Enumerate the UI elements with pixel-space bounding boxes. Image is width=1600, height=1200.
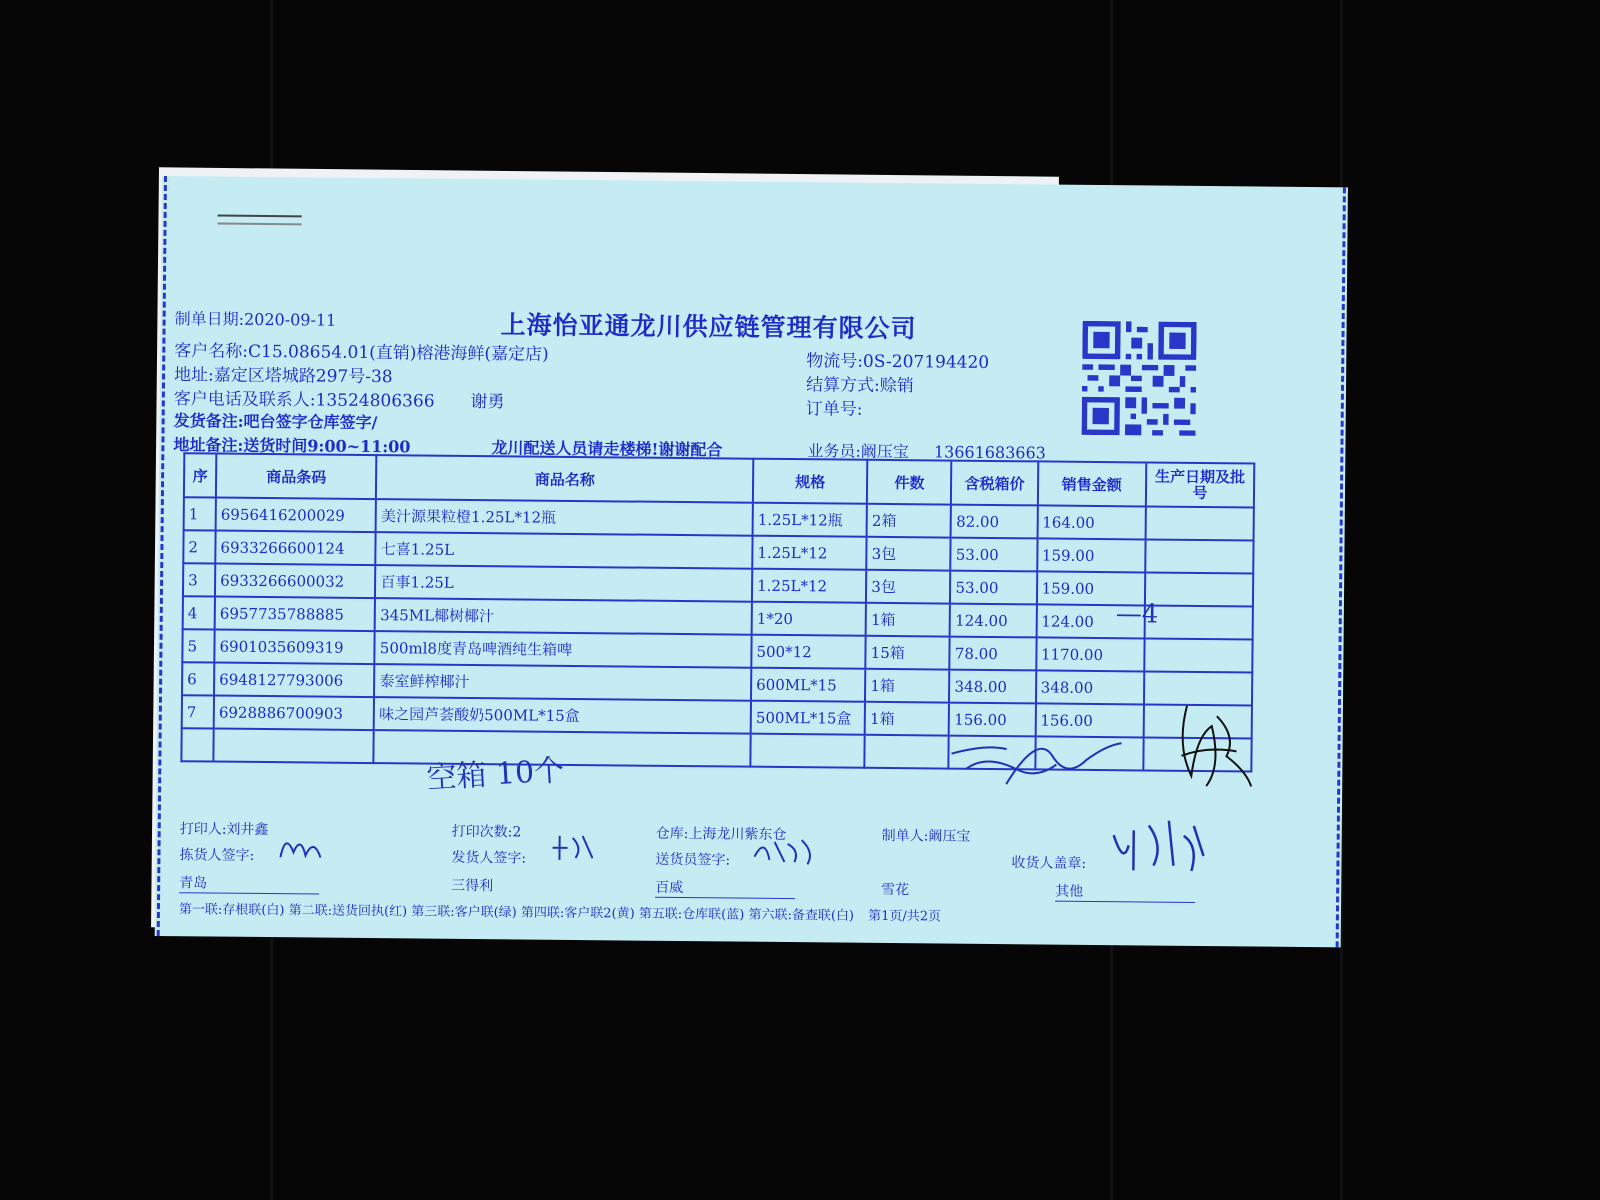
phone-label: 客户电话及联系人:: [173, 389, 316, 411]
brand-label: 其他: [1055, 881, 1195, 903]
maker-label: 制单人:: [881, 827, 929, 845]
table-cell: 味之园芦荟酸奶500ML*15盒: [374, 697, 751, 734]
column-header: 生产日期及批号: [1146, 462, 1255, 507]
address-value: 嘉定区塔城路297号-38: [213, 365, 393, 388]
table-cell: [865, 735, 949, 769]
logistics-label: 物流号:: [806, 351, 864, 372]
warehouse-value: 上海龙川紫东仓: [688, 826, 787, 844]
perforation-right: [1336, 187, 1346, 947]
handwritten-signature: [946, 724, 1147, 796]
date-line: [175, 306, 337, 331]
page-number: 第1页/共2页: [868, 908, 942, 925]
brand-label: 青岛: [179, 872, 319, 894]
table-cell: 1.25L*12: [752, 536, 867, 570]
date-label: 制单日期:: [174, 309, 245, 329]
brand-item: [655, 877, 795, 899]
table-cell: [1145, 539, 1254, 573]
table-cell: [181, 728, 213, 761]
printer-label: 打印人:: [179, 821, 227, 838]
brand-item: [1055, 881, 1195, 903]
table-cell: 4: [183, 596, 215, 629]
table-cell: 159.00: [1037, 538, 1145, 572]
print-count-value: 2: [512, 824, 522, 841]
customer-value: C15.08654.01(直销)榕港海鲜(嘉定店): [247, 341, 549, 365]
table-cell: 1.25L*12瓶: [753, 503, 868, 537]
picker-signature: [275, 827, 325, 863]
brand-item: [451, 875, 493, 895]
order-line: [806, 394, 863, 420]
handwritten-row4-mark: —4: [1115, 599, 1159, 630]
table-cell: 82.00: [951, 505, 1037, 539]
table-cell: 1*20: [752, 602, 867, 636]
picker-sign-label: 拣货人签字:: [179, 847, 255, 864]
table-cell: 2: [183, 530, 215, 563]
printer-value: 刘井鑫: [226, 821, 269, 839]
table-cell: 156.00: [1035, 703, 1143, 737]
contact-name: 谢勇: [470, 391, 505, 413]
table-cell: 1箱: [865, 702, 949, 736]
table-cell: 7: [182, 695, 214, 728]
maker-value: 阚压宝: [928, 828, 971, 845]
table-cell: 156.00: [949, 703, 1035, 737]
address-label: 地址:: [173, 365, 214, 386]
table-cell: 1.25L*12: [752, 569, 867, 603]
print-count-line: [452, 821, 522, 842]
copy-distribution: [179, 898, 941, 924]
print-count-label: 打印次数:: [451, 823, 513, 841]
salesman-value: 阚压宝: [860, 441, 909, 462]
table-cell: 500*12: [751, 635, 866, 669]
table-cell: 78.00: [950, 637, 1036, 671]
table-cell: 345ML椰树椰汁: [375, 598, 752, 635]
warehouse-label: 仓库:: [655, 825, 689, 843]
table-cell: 6901035609319: [214, 630, 375, 665]
table-cell: 6: [182, 662, 214, 695]
phone-value: 13524806366: [315, 390, 435, 412]
copy-list: 第一联:存根联(白) 第二联:送货回执(红) 第三联:客户联(绿) 第四联:客户联2(黄) 第五联:仓库联(蓝) 第六联:备查联(白): [178, 902, 855, 924]
table-cell: [1145, 506, 1254, 540]
address-line: [174, 360, 393, 387]
brand-label: 百威: [655, 877, 795, 899]
table-cell: 6933266600032: [215, 564, 376, 599]
courier-sign-label: 送货员签字:: [655, 851, 731, 869]
table-cell: [213, 729, 374, 764]
table-cell: 5: [182, 629, 214, 662]
table-cell: [1144, 638, 1253, 672]
table-cell: 164.00: [1037, 505, 1145, 539]
order-label: 订单号:: [805, 399, 863, 420]
brand-item: [881, 879, 909, 899]
table-cell: 1箱: [866, 603, 950, 637]
handwritten-empty-boxes: 空箱 10个: [425, 753, 566, 797]
salesman-label: 业务员:: [807, 441, 861, 461]
table-cell: [1144, 605, 1253, 639]
address-note-label: 地址备注:: [173, 435, 244, 455]
shipper-signature: [547, 828, 597, 864]
delivery-note: 龙川配送人员请走楼梯!谢谢配合: [491, 438, 723, 460]
delivery-receipt: [155, 176, 1348, 947]
table-cell: 53.00: [950, 571, 1036, 605]
table-cell: 124.00: [950, 604, 1036, 638]
receiver-seal-label: 收货人盖章:: [1011, 855, 1087, 872]
table-cell: 百事1.25L: [375, 565, 752, 602]
table-cell: 53.00: [951, 538, 1037, 572]
company-title: 上海怡亚通龙川供应链管理有限公司: [500, 310, 917, 344]
table-cell: 500ML*15盒: [751, 701, 866, 735]
table-cell: 124.00: [1036, 604, 1144, 638]
staple: [218, 215, 302, 226]
table-cell: 500ml8度青岛啤酒纯生箱啤: [375, 631, 752, 668]
table-cell: 6933266600124: [215, 531, 376, 566]
table-cell: 600ML*15: [751, 668, 866, 702]
shipper-sign-label: 发货人签字:: [451, 849, 527, 867]
column-header: 销售金额: [1037, 461, 1146, 506]
table-cell: 348.00: [1036, 670, 1144, 704]
address-note-value: 送货时间9:00~11:00: [243, 435, 411, 457]
courier-signature: [749, 832, 819, 869]
table-cell: 1170.00: [1036, 637, 1144, 671]
brand-label: 雪花: [881, 881, 910, 899]
table-cell: 泰室鲜榨椰汁: [374, 664, 751, 701]
printer-line: [180, 818, 269, 839]
maker-line: [882, 825, 971, 846]
table-cell: 1箱: [865, 669, 949, 703]
column-header: 规格: [753, 459, 868, 504]
table-cell: [1145, 572, 1254, 606]
ship-note-label: 发货备注:: [173, 411, 244, 431]
handwritten-signature: [1166, 696, 1257, 797]
ship-note-value: 吧台签字仓库签字/: [243, 411, 378, 433]
brand-label: 三得利: [451, 877, 494, 895]
table-cell: 6948127793006: [214, 663, 375, 698]
table-cell: 159.00: [1036, 571, 1144, 605]
logistics-value: 0S-207194420: [862, 351, 990, 373]
table-cell: 美汁源果粒橙1.25L*12瓶: [376, 499, 753, 536]
settlement-label: 结算方式:: [805, 375, 880, 396]
table-cell: 1: [184, 497, 216, 530]
table-cell: 3包: [866, 570, 950, 604]
column-header: 商品名称: [376, 455, 753, 503]
column-header: 件数: [867, 460, 952, 505]
ship-note-line: [174, 408, 378, 433]
table-cell: 15箱: [866, 636, 950, 670]
table-cell: 七喜1.25L: [376, 532, 753, 569]
table-cell: 6956416200029: [216, 498, 377, 533]
settlement-line: [806, 370, 914, 396]
salesman-phone: 13661683663: [933, 442, 1046, 463]
column-header: 商品条码: [216, 454, 377, 500]
receiver-signature: [1103, 815, 1214, 876]
table-cell: 2箱: [867, 504, 951, 538]
table-cell: 348.00: [949, 670, 1035, 704]
table-cell: 3: [183, 563, 215, 596]
brand-item: [179, 872, 319, 894]
table-cell: 3包: [867, 537, 951, 571]
column-header: 含税箱价: [951, 461, 1038, 506]
column-header: 序: [184, 453, 216, 497]
settlement-value: 赊销: [879, 375, 914, 397]
logistics-line: [806, 346, 989, 373]
table-cell: 6928886700903: [214, 696, 375, 731]
date-value: 2020-09-11: [243, 309, 337, 330]
qr-code-icon: [1082, 321, 1197, 436]
table-cell: 6957735788885: [215, 597, 376, 632]
table-cell: [750, 734, 865, 768]
customer-label: 客户名称:: [174, 341, 249, 362]
